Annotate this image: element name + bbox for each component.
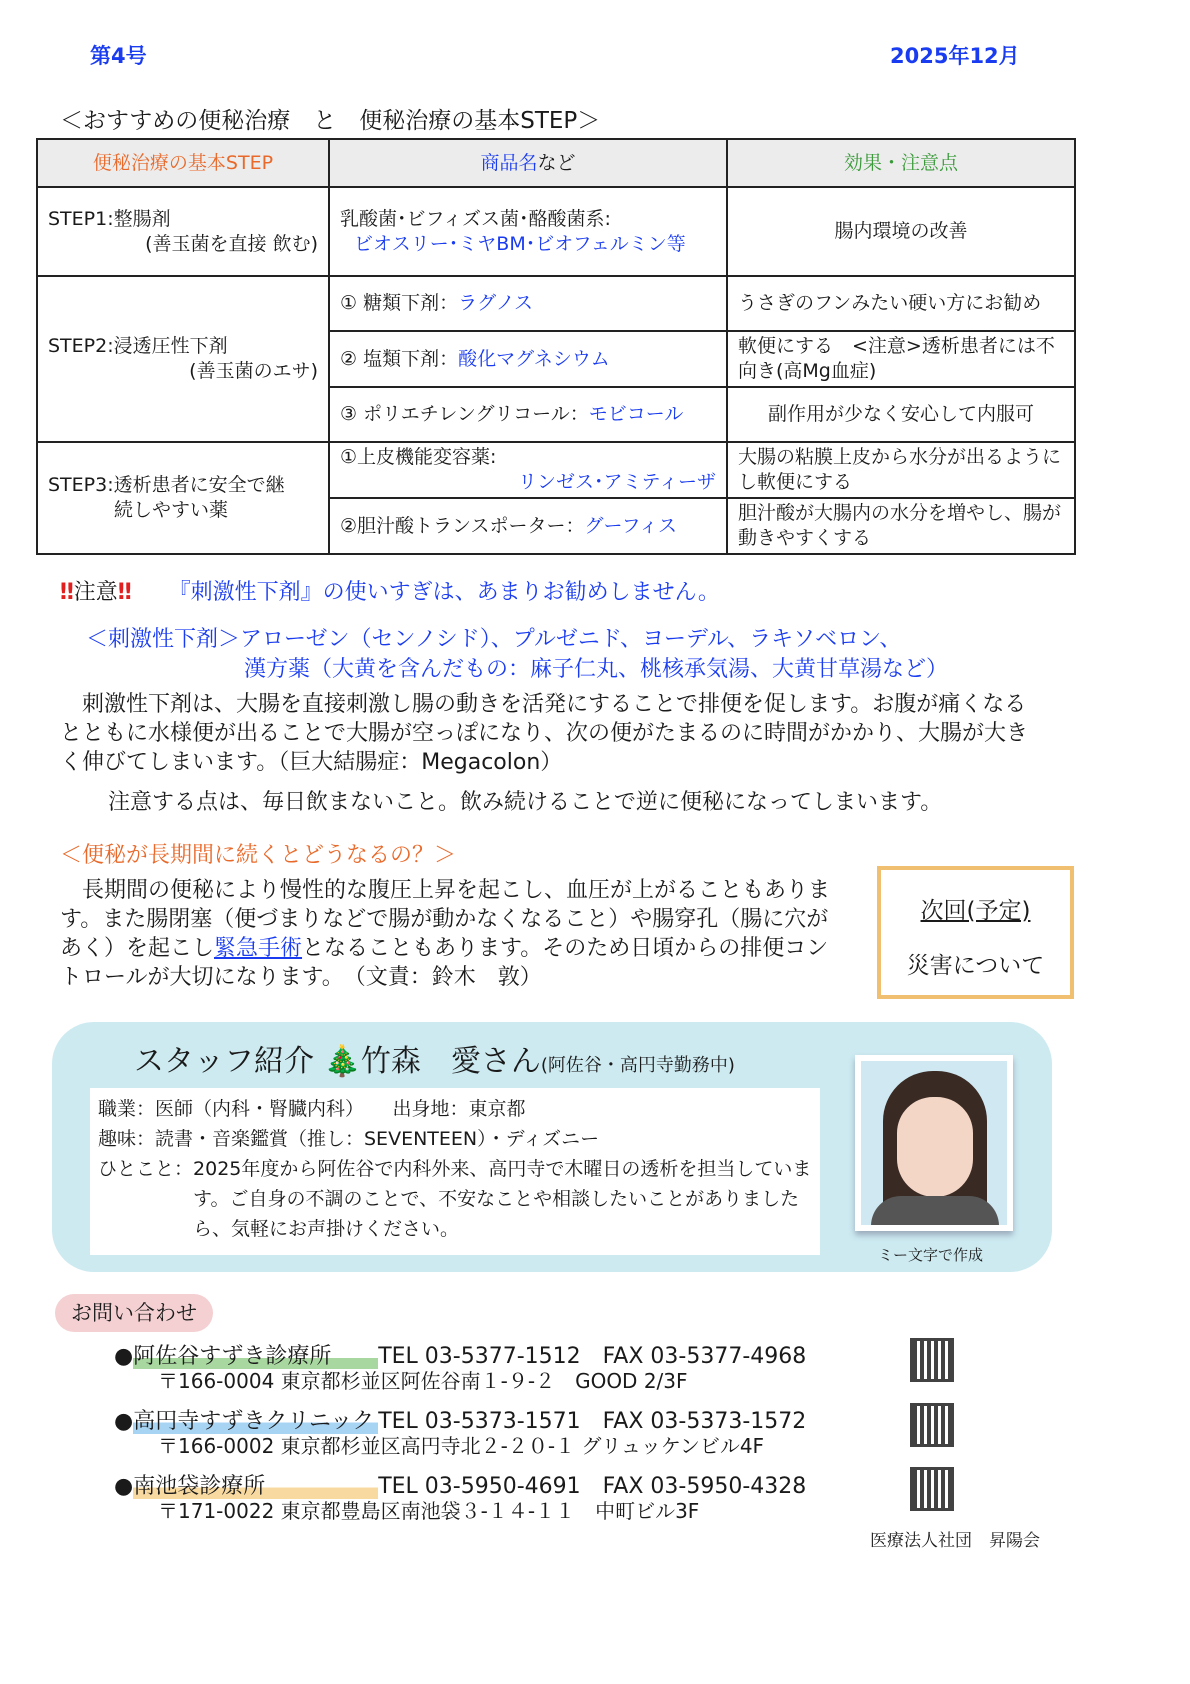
- stimulant-paragraph: 刺激性下剤は、大腸を直接刺激し腸の動きを活発にすることで排便を促します。お腹が痛くなるとともに水様便が出ることで大腸が空っぽになり、次の便がたまるのに時間がかかり、大腸が大きく伸びてしまいます。（巨大結腸症：Megacolon）: [60, 692, 1029, 775]
- clinic-name: 南池袋診療所: [133, 1474, 378, 1499]
- clinic-fax: FAX 03-5373-1572: [602, 1409, 807, 1434]
- step2-cell: [37, 276, 329, 442]
- contact-title: お問い合わせ: [55, 1294, 213, 1332]
- longterm-text: 長期間の便秘により慢性的な腹圧上昇を起こし、血圧が上がることもあります。また腸閉塞（便づまりなどで腸が動かなくなること）や腸穿孔（腸に穴があく）を起こし: [60, 878, 831, 961]
- product-label: ①上皮機能変容薬:: [340, 446, 497, 468]
- caution-text: 『刺激性下剤』の使いすぎは、あまりお勧めしません。: [168, 580, 720, 605]
- emergency-surgery-link[interactable]: 緊急手術: [214, 936, 303, 961]
- longterm-paragraph: [60, 876, 840, 992]
- staff-name: 竹森 愛さん: [360, 1044, 541, 1079]
- staff-hobby: 趣味：読書・音楽鑑賞（推し：SEVENTEEN）・ディズニー: [98, 1128, 600, 1150]
- product-label: 乳酸菌･ビフィズス菌･酪酸菌系:: [340, 207, 611, 230]
- table-row: [37, 442, 1075, 498]
- step-name: STEP3:透析患者に安全で継: [48, 474, 285, 496]
- clinic-name: 高円寺すずきクリニック: [133, 1409, 378, 1434]
- product-label: ②胆汁酸トランスポーター：: [340, 514, 585, 537]
- product-label: ② 塩類下剤：: [340, 347, 459, 370]
- header-product: [329, 139, 727, 187]
- footer-organization: 医療法人社団 昇陽会: [870, 1531, 1040, 1551]
- staff-heading: [134, 1036, 735, 1080]
- clinic-list: [114, 1344, 914, 1539]
- next-topic: 災害について: [906, 953, 1045, 979]
- product: [329, 442, 727, 498]
- qr-code-icon[interactable]: [910, 1338, 954, 1382]
- staff-job: 職業：医師（内科・腎臓内科） 出身地：東京都: [98, 1098, 526, 1120]
- step1-cell: [37, 187, 329, 276]
- product: [329, 387, 727, 442]
- issue-number: 第4号: [90, 44, 147, 68]
- clinic-address: 〒166-0004 東京都杉並区阿佐谷南１-９-２ GOOD 2/3F: [158, 1369, 688, 1393]
- product: [329, 498, 727, 554]
- product-name: モビコール: [588, 403, 684, 425]
- longterm-text: となることもあります。そのため日頃からの排便コントロールが大切になります。 （文責：鈴木 敦）: [60, 936, 829, 990]
- product-name: 酸化マグネシウム: [458, 347, 610, 370]
- effect: 軟便にする <注意>透析患者には不向き(高Mg血症): [727, 331, 1075, 387]
- header-product-etc: など: [537, 151, 576, 174]
- clinic-name: 阿佐谷すずき診療所: [133, 1344, 378, 1369]
- effect: 胆汁酸が大腸内の水分を増やし、腸が動きやすくする: [727, 498, 1075, 554]
- effect: 副作用が少なく安心して内服可: [727, 387, 1075, 442]
- product: [329, 276, 727, 331]
- header-effect: 効果・注意点: [727, 139, 1075, 187]
- effect: うさぎのフンみたい硬い方にお勧め: [727, 276, 1075, 331]
- clinic-tel[interactable]: TEL 03-5377-1512: [378, 1344, 581, 1369]
- clinic-address: 〒171-0022 東京都豊島区南池袋３-１４-１１ 中町ビル3F: [158, 1499, 700, 1523]
- photo-caption: ミー文字で作成: [878, 1246, 984, 1264]
- caution-paragraph: 注意する点は、毎日飲まないこと。飲み続けることで逆に便秘になってしまいます。: [108, 790, 943, 815]
- clinic-tel[interactable]: TEL 03-5950-4691: [378, 1474, 581, 1499]
- staff-comment: 2025年度から阿佐谷で内科外来、高円寺で木曜日の透析を担当しています。ご自身の不調のことで、不安なことや相談したいことがありましたら、気軽にお声掛けください。: [193, 1158, 812, 1240]
- product-name: ラグノス: [458, 292, 533, 314]
- step-sub: (善玉菌を直接 飲む): [145, 232, 318, 255]
- product-label: ① 糖類下剤：: [340, 292, 459, 314]
- next-issue-box: [877, 866, 1074, 999]
- qr-code-icon[interactable]: [910, 1403, 954, 1447]
- step-name: STEP2:浸透圧性下剤: [48, 335, 228, 357]
- clinic-fax: FAX 03-5377-4968: [602, 1344, 807, 1369]
- effect: 大腸の粘膜上皮から水分が出るようにし軟便にする: [727, 442, 1075, 498]
- product-name: グーフィス: [584, 514, 677, 537]
- caution-label: 注意: [73, 580, 118, 605]
- comment-label: ひとこと：: [98, 1158, 194, 1180]
- clinic-address: 〒166-0002 東京都杉並区高円寺北２-２０-１ グリュッケンビル4F: [158, 1434, 765, 1458]
- christmas-tree-icon: 🎄: [323, 1044, 361, 1079]
- longterm-title: ＜便秘が長期間に続くとどうなるの？＞: [60, 843, 457, 868]
- header-step: 便秘治療の基本STEP: [37, 139, 329, 187]
- next-label: 次回(予定): [920, 898, 1031, 924]
- step-name-2: 続しやすい薬: [114, 499, 229, 521]
- issue-date: 2025年12月: [890, 44, 1020, 68]
- effect: 腸内環境の改善: [727, 187, 1075, 276]
- section-title: ＜おすすめの便秘治療 と 便秘治療の基本STEP＞: [60, 108, 601, 134]
- staff-note: (阿佐谷・高円寺勤務中): [540, 1055, 735, 1076]
- avatar: [861, 1061, 1007, 1225]
- product-names: ビオスリー･ミヤBM･ビオフェルミン等: [354, 232, 686, 255]
- header-product-name: 商品名: [480, 151, 538, 174]
- product-label: ③ ポリエチレングリコール：: [340, 403, 589, 425]
- step-name: STEP1:整腸剤: [48, 207, 171, 230]
- step1-product: [329, 187, 727, 276]
- exclamation-icon: ‼: [60, 580, 74, 605]
- clinic-fax: FAX 03-5950-4328: [602, 1474, 807, 1499]
- kampo-list: 漢方薬（大黄を含んだもの：麻子仁丸、桃核承気湯、大黄甘草湯など）: [244, 657, 949, 682]
- step3-cell: [37, 442, 329, 554]
- clinic-item: ●南池袋診療所 TEL 03-5950-4691 FAX 03-5950-4328 〒171-0022 東京都豊島区南池袋３-１４-１１ 中町ビル3F: [114, 1474, 914, 1539]
- clinic-tel[interactable]: TEL 03-5373-1571: [378, 1409, 581, 1434]
- staff-profile: [90, 1088, 820, 1255]
- staff-title: スタッフ紹介: [134, 1044, 314, 1079]
- table-row: [37, 276, 1075, 331]
- table-row: [37, 187, 1075, 276]
- staff-photo: [855, 1055, 1013, 1231]
- clinic-item: ●阿佐谷すずき診療所 TEL 03-5377-1512 FAX 03-5377-4968 〒166-0004 東京都杉並区阿佐谷南１-９-２ GOOD 2/3F: [114, 1344, 914, 1409]
- treatment-table: [36, 138, 1076, 555]
- step-sub: (善玉菌のエサ): [189, 360, 318, 382]
- stimulant-list: ＜刺激性下剤＞アローゼン（センノシド）、プルゼニド、ヨーデル、ラキソベロン、: [86, 627, 902, 652]
- caution-heading: [60, 575, 720, 606]
- product-name: リンゼス･アミティーザ: [518, 471, 716, 493]
- clinic-item: ●高円寺すずきクリニック TEL 03-5373-1571 FAX 03-5373-1572 〒166-0002 東京都杉並区高円寺北２-２０-１ グリュッケンビル4F: [114, 1409, 914, 1474]
- exclamation-icon: ‼: [117, 580, 132, 605]
- qr-code-icon[interactable]: [910, 1467, 954, 1511]
- product: [329, 331, 727, 387]
